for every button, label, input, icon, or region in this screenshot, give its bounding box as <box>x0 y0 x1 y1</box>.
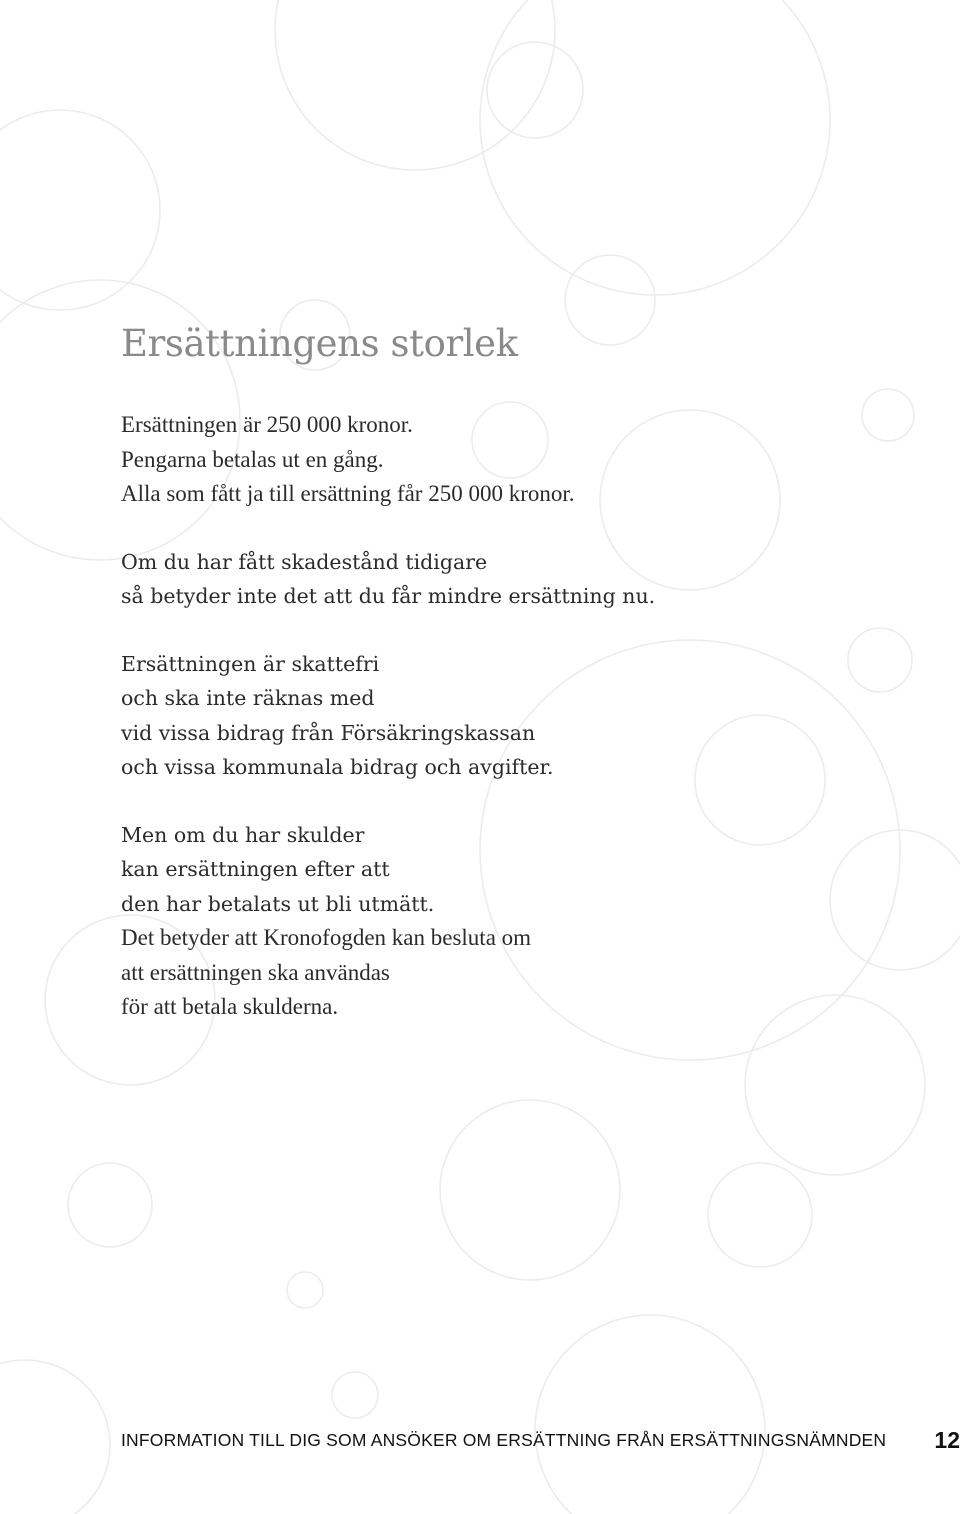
main-content <box>121 318 901 1058</box>
text-line: Men om du har skulder <box>121 822 365 847</box>
page-footer <box>121 1427 960 1455</box>
page-title: Ersättningens storlek <box>121 322 518 365</box>
bg-circle <box>440 1100 620 1280</box>
paragraph-amount <box>121 408 901 512</box>
text-line: Alla som fått ja till ersättning får 250 000 kronor. <box>121 481 575 506</box>
text-line: Ersättningen är skattefri <box>121 651 380 676</box>
text-line: Om du har fått skadestånd tidigare <box>121 549 488 574</box>
bg-circle <box>275 0 555 170</box>
text-line: att ersättningen ska användas <box>121 959 390 985</box>
page-number: 12 <box>934 1427 960 1453</box>
text-line: kan ersättningen efter att <box>121 857 390 881</box>
text-line: och vissa kommunala bidrag och avgifter. <box>121 755 554 779</box>
paragraph-damages <box>121 545 901 614</box>
paragraph-debts <box>121 818 901 1025</box>
bg-circle <box>708 1163 812 1267</box>
bg-circle <box>480 0 830 295</box>
text-line: för att betala skulderna. <box>121 994 339 1019</box>
bg-circle <box>287 1272 323 1308</box>
bg-circle <box>0 1360 110 1514</box>
paragraph-tax <box>121 647 901 785</box>
footer-text: INFORMATION TILL DIG SOM ANSÖKER OM ERSÄTTNING FRÅN ERSÄTTNINGSNÄMNDEN <box>121 1430 887 1450</box>
text-line: vid vissa bidrag från Försäkringskassan <box>121 720 536 745</box>
bg-circle <box>487 42 583 138</box>
text-line: och ska inte räknas med <box>121 686 375 710</box>
text-line: den har betalats ut bli utmätt. <box>121 891 435 916</box>
bg-circle <box>332 1372 378 1418</box>
text-line: Ersättningen är 250 000 kronor. <box>121 412 413 437</box>
bg-circle <box>68 1163 152 1247</box>
bg-circle <box>535 1315 765 1514</box>
text-line: Det betyder att Kronofogden kan besluta om <box>121 925 532 950</box>
text-line: Pengarna betalas ut en gång. <box>121 446 384 472</box>
text-line: så betyder inte det att du får mindre ersättning nu. <box>121 584 656 608</box>
bg-circle <box>0 110 160 310</box>
